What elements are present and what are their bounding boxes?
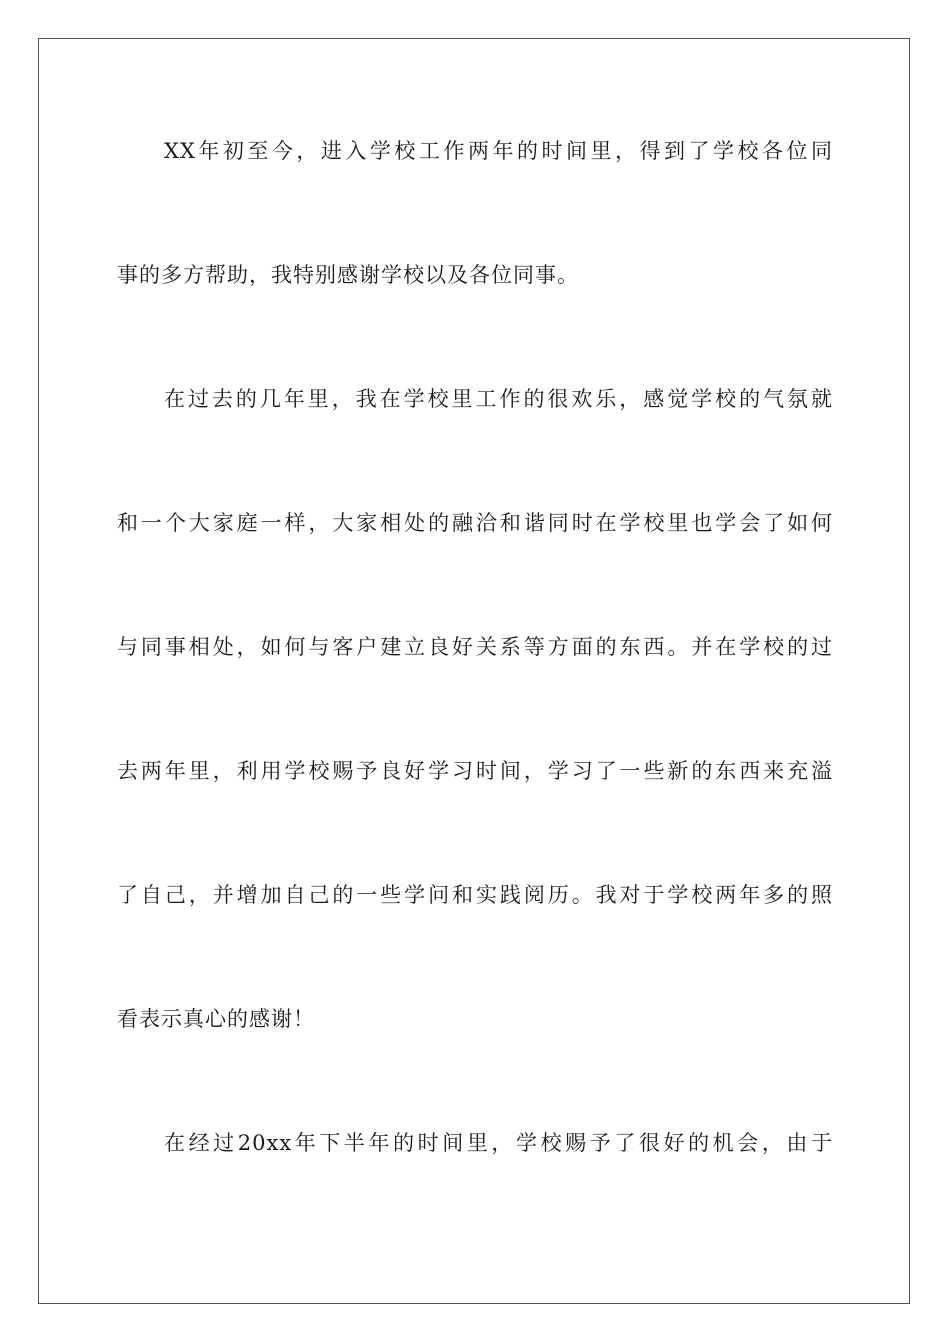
paragraph-3-line-1: 在经过20xx年下半年的时间里，学校赐予了很好的机会，由于 <box>164 1131 833 1155</box>
paragraph-2-line-2: 和一个大家庭一样，大家相处的融洽和谐同时在学校里也学会了如何 <box>117 511 833 535</box>
paragraph-2-line-1: 在过去的几年里，我在学校里工作的很欢乐，感觉学校的气氛就 <box>164 387 833 411</box>
paragraph-2-line-6: 看表示真心的感谢！ <box>117 1007 315 1031</box>
paragraph-2-line-4: 去两年里，利用学校赐予良好学习时间，学习了一些新的东西来充溢 <box>117 759 833 783</box>
paragraph-2-line-3: 与同事相处，如何与客户建立良好关系等方面的东西。并在学校的过 <box>117 635 833 659</box>
page-border <box>38 38 910 1304</box>
paragraph-2-line-5: 了自己，并增加自己的一些学问和实践阅历。我对于学校两年多的照 <box>117 883 833 907</box>
paragraph-1-line-1: XX年初至今，进入学校工作两年的时间里，得到了学校各位同 <box>164 139 833 163</box>
paragraph-1-line-2: 事的多方帮助，我特别感谢学校以及各位同事。 <box>117 263 579 287</box>
